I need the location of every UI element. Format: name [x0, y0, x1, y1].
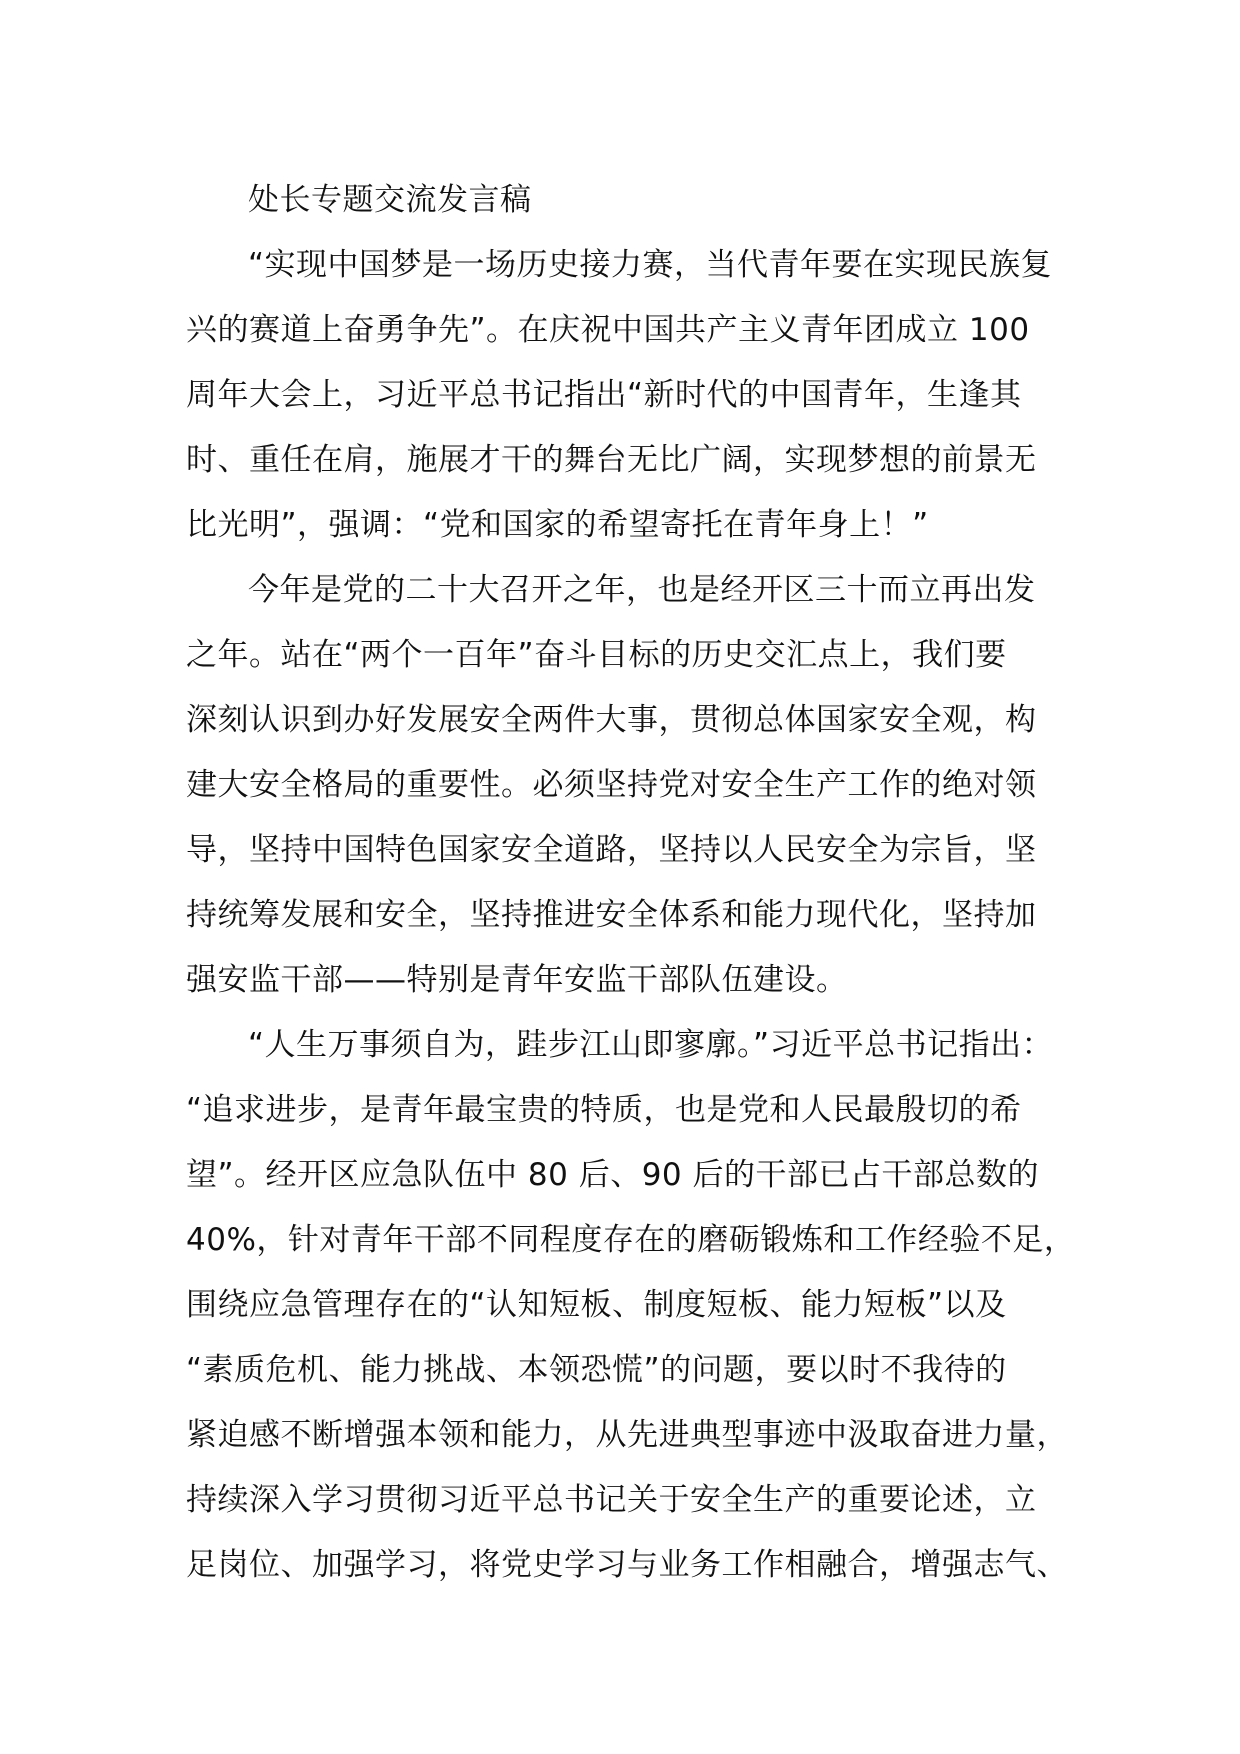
paragraph-line: 强安监干部——特别是青年安监干部队伍建设。: [186, 962, 848, 998]
paragraph-2: [186, 558, 1066, 1013]
paragraph-line: “追求进步，是青年最宝贵的特质，也是党和人民最殷切的希: [186, 1092, 1022, 1128]
paragraph-3: [186, 1013, 1076, 1598]
paragraph-line: “人生万事须自为，跬步江山即寥廓。”习近平总书记指出：: [248, 1027, 1054, 1063]
paragraph-line: 持续深入学习贯彻习近平总书记关于安全生产的重要论述，立: [186, 1482, 1037, 1518]
paragraph-line: “素质危机、能力挑战、本领恐慌”的问题，要以时不我待的: [186, 1352, 1007, 1388]
paragraph-line: 兴的赛道上奋勇争先”。在庆祝中国共产主义青年团成立 100: [186, 312, 1030, 348]
paragraph-line: 比光明”，强调：“党和国家的希望寄托在青年身上！”: [186, 507, 929, 543]
paragraph-line: 足岗位、加强学习，将党史学习与业务工作相融合，增强志气、: [186, 1547, 1068, 1583]
paragraph-line: 周年大会上，习近平总书记指出“新时代的中国青年，生逢其: [186, 377, 1022, 413]
paragraph-line: 围绕应急管理存在的“认知短板、制度短板、能力短板”以及: [186, 1287, 1007, 1323]
paragraph-line: 深刻认识到办好发展安全两件大事，贯彻总体国家安全观，构: [186, 702, 1037, 738]
paragraph-line: 时、重任在肩，施展才干的舞台无比广阔，实现梦想的前景无: [186, 442, 1037, 478]
paragraph-line: 望”。经开区应急队伍中 80 后、90 后的干部已占干部总数的: [186, 1157, 1040, 1193]
paragraph-line: 持统筹发展和安全，坚持推进安全体系和能力现代化，坚持加: [186, 897, 1037, 933]
document-body: [186, 168, 1076, 1598]
paragraph-1: [186, 233, 1066, 558]
paragraph-line: 今年是党的二十大召开之年，也是经开区三十而立再出发: [248, 572, 1036, 608]
paragraph-line: 之年。站在“两个一百年”奋斗目标的历史交汇点上，我们要: [186, 637, 1007, 673]
paragraph-line: “实现中国梦是一场历史接力赛，当代青年要在实现民族复: [248, 247, 1053, 283]
document-title: 处长专题交流发言稿: [248, 182, 532, 218]
paragraph-line: 建大安全格局的重要性。必须坚持党对安全生产工作的绝对领: [186, 767, 1037, 803]
paragraph-line: 40%，针对青年干部不同程度存在的磨砺锻炼和工作经验不足，: [186, 1222, 1076, 1258]
paragraph-line: 紧迫感不断增强本领和能力，从先进典型事迹中汲取奋进力量，: [186, 1417, 1068, 1453]
paragraph-line: 导，坚持中国特色国家安全道路，坚持以人民安全为宗旨，坚: [186, 832, 1037, 868]
